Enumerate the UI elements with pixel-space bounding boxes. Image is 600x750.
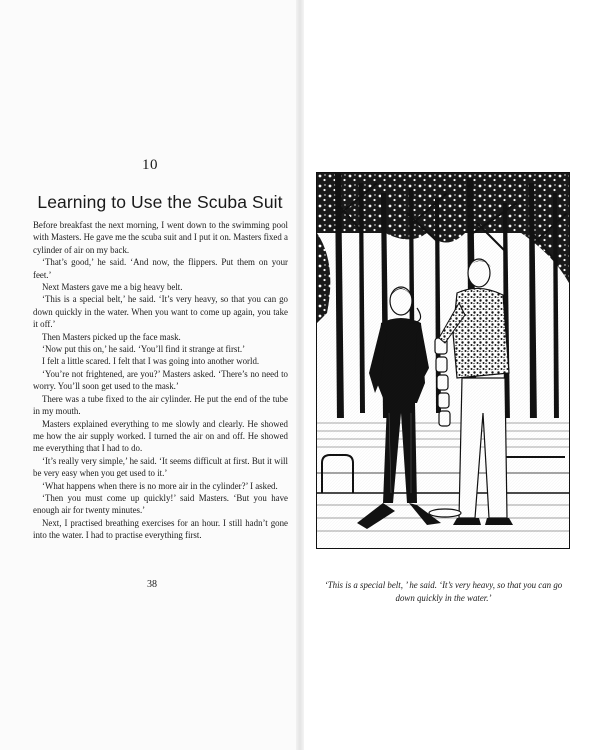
paragraph: ‘Then you must come up quickly!’ said Masters. ‘But you have enough air for twenty minutes.’	[33, 492, 288, 516]
chapter-number: 10	[142, 157, 158, 173]
paragraph: ‘Now put this on,’ he said. ‘You’ll find it strange at first.’	[42, 344, 246, 355]
illustration-caption: ‘This is a special belt, ’ he said. ‘It’s very heavy, so that you can go down quickly in the water.’	[324, 580, 563, 603]
chapter-body-text	[33, 219, 288, 542]
page-number: 38	[147, 579, 157, 590]
illustration	[316, 172, 570, 549]
paragraph: Masters explained everything to me slowly and clearly. He showed me how the air supply worked. I turned the air on and off. He showed me everything that I had to do.	[33, 418, 288, 454]
paragraph: Next, I practised breathing exercises for an hour. I still hadn’t gone into the water. I had to practise everything first.	[33, 517, 288, 541]
paragraph: ‘What happens when there is no more air in the cylinder?’ I asked.	[42, 480, 278, 491]
chapter-title: Learning to Use the Scuba Suit	[37, 191, 283, 212]
paragraph: ‘That’s good,’ he said. ‘And now, the flippers. Put them on your feet.’	[33, 257, 288, 280]
paragraph: Before breakfast the next morning, I went down to the swimming pool with Masters. He gave me the scuba suit and I put it on. Masters fixed a cylinder of air on my back.	[33, 220, 288, 255]
paragraph: There was a tube fixed to the air cylinder. He put the end of the tube in my mouth.	[33, 393, 288, 417]
paragraph: Then Masters picked up the face mask.	[42, 331, 181, 342]
paragraph: ‘It’s really very simple,’ he said. ‘It seems difficult at first. But it will be very easy when you get used to it.’	[33, 455, 288, 479]
page-gutter	[296, 0, 304, 750]
paragraph: ‘You’re not frightened, are you?’ Masters asked. ‘There’s no need to worry. You’ll soon get used to the mask.’	[33, 368, 288, 392]
paragraph: Next Masters gave me a big heavy belt.	[42, 282, 183, 293]
paragraph: ‘This is a special belt,’ he said. ‘It’s very heavy, so that you can go down quickly in the water. When you want to come up again, you take it off.’	[33, 294, 288, 330]
scuba-illustration	[317, 173, 569, 548]
paragraph: I felt a little scared. I felt that I was going into another world.	[42, 356, 260, 367]
